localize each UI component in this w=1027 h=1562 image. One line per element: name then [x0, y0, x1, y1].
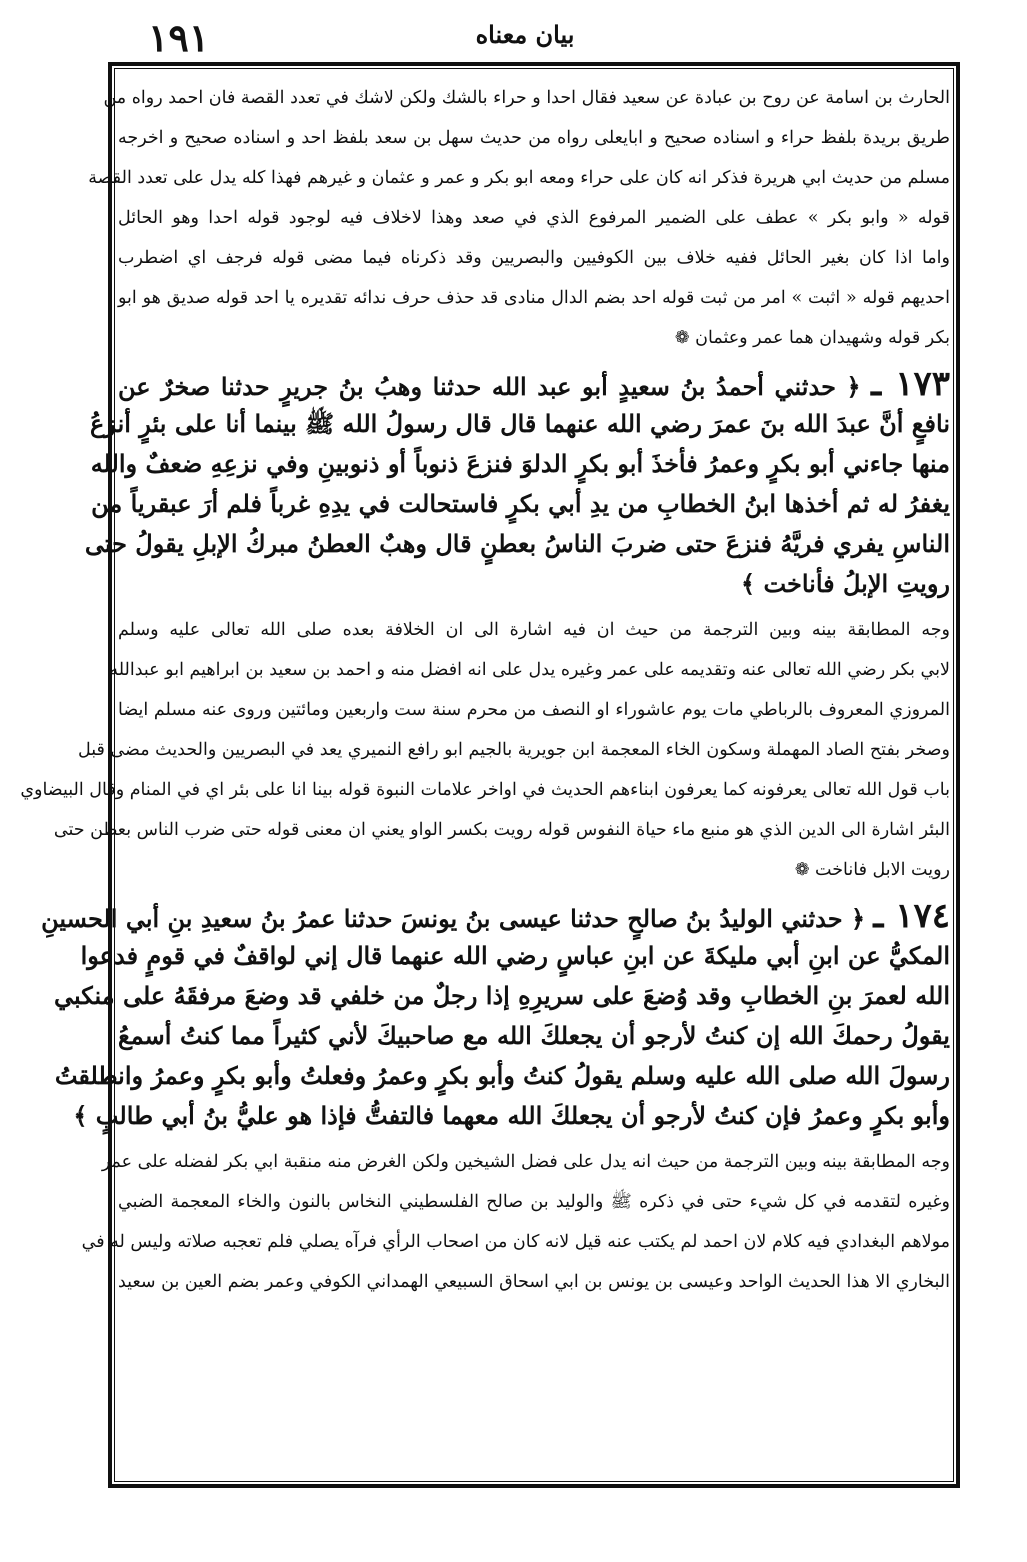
commentary-line: قوله « وابو بكر » عطف على الضمير المرفوع الذي في صعد وهذا لاخلاف فيه لوجود قوله احدا وهو الحائل [118, 208, 950, 228]
commentary-line: مولاهم البغدادي فيه كلام لان احمد لم يكتب عنه قيل لانه كان من اصحاب الرأي فرآه يصلي فلم تعجبه صلاته وليس له في [81, 1232, 950, 1252]
commentary-line: لابي بكر رضي الله تعالى عنه وتقديمه على عمر وغيره يدل على انه افضل منه و احمد بن سعيد بن ابراهيم ابو عبدالله [109, 660, 950, 680]
commentary-line: البخاري الا هذا الحديث الواحد وعيسى بن يونس بن ابي اسحاق السبيعي الهمداني الكوفي وعمر بضم العين بن سعيد [118, 1272, 950, 1292]
commentary-line: بكر قوله وشهيدان هما عمر وعثمان ❁ [674, 328, 950, 348]
hadith-line: يقولُ رحمكَ الله إن كنتُ لأرجو أن يجعلكَ الله مع صاحبيكَ لأني كثيراً مما كنتُ أسمعُ [118, 1021, 950, 1050]
commentary-line: واما اذا كان بغير الحائل ففيه خلاف بين الكوفيين والبصريين وقد ذكرناه فيما مضى قوله فرجف اي اضطرب [118, 248, 950, 268]
page-number: ١٩١ [148, 15, 210, 60]
hadith-number: ١٧٣ ـ [871, 364, 950, 404]
hadith-line: ١٧٤ ـ ﴿ حدثني الوليدُ بنُ صالحٍ حدثنا عيسى بنُ يونسَ حدثنا عمرُ بنُ سعيدِ بنِ أبي الحسينِ [41, 896, 950, 936]
commentary-line: مسلم من حديث ابي هريرة فذكر انه كان على حراء ومعه ابو بكر و عمر و عثمان و غيرهم فهذا كله يدل على تعدد القصة [88, 168, 950, 188]
commentary-line: وجه المطابقة بينه وبين الترجمة من حيث ان فيه اشارة الى ان الخلافة بعده صلى الله تعالى عليه وسلم [118, 620, 950, 640]
commentary-line: وغيره لتقدمه في كل شيء حتى في ذكره ﷺ والوليد بن صالح الفلسطيني النخاس بالنون والخاء المعجمة الضبي [118, 1192, 950, 1212]
commentary-line: رويت الابل فاناخت ❁ [794, 860, 950, 880]
page-body [20, 78, 950, 1302]
running-title: بيان معناه [475, 20, 575, 49]
hadith-line: الناسِ يفري فريَّهُ فنزعَ حتى ضربَ الناسُ بعطنٍ قال وهبٌ العطنُ مبركُ الإبلِ يقولُ حتى [84, 529, 950, 558]
hadith-line: وأبو بكرٍ وعمرُ فإن كنتُ لأرجو أن يجعلكَ الله معهما فالتفتُّ فإذا هو عليُّ بنُ أبي طالبٍ ﴾ [73, 1101, 950, 1130]
commentary-line: الحارث بن اسامة عن روح بن عبادة عن سعيد فقال احدا و حراء بالشك ولكن لاشك في تعدد القصة فان احمد رواه من [103, 88, 950, 108]
commentary-block-3 [81, 1142, 950, 1302]
hadith-line: يغفرُ له ثم أخذها ابنُ الخطابِ من يدِ أبي بكرٍ فاستحالت في يدِهِ غرباً فلم أرَ عبقرياً من [91, 489, 950, 518]
page-header [0, 0, 1027, 60]
commentary-block-1 [88, 78, 950, 358]
hadith-line: منها جاءني أبو بكرٍ وعمرُ فأخذَ أبو بكرٍ الدلوَ فنزعَ ذنوباً أو ذنوبينِ وفي نزعِهِ ضعفٌ والله [90, 449, 950, 478]
commentary-line: المروزي المعروف بالرباطي مات يوم عاشوراء او النصف من محرم سنة ست واربعين ومائتين وروى عنه مسلم ايضا [118, 700, 950, 720]
hadith-line: رويتِ الإبلُ فأناخت ﴾ [741, 569, 950, 598]
hadith-number: ١٧٤ ـ [873, 896, 950, 936]
hadith-line: رسولَ الله صلى الله عليه وسلم يقولُ كنتُ وأبو بكرٍ وعمرُ وفعلتُ وأبو بكرٍ وعمرُ وانطلقتُ [54, 1061, 950, 1090]
hadith-line: المكيُّ عن ابنِ أبي مليكةَ عن ابنِ عباسٍ رضي الله عنهما قال إني لواقفٌ في قومٍ فدعوا [80, 941, 950, 970]
hadith-173 [84, 364, 950, 604]
commentary-block-2 [20, 610, 950, 890]
commentary-line: احديهم قوله « اثبت » امر من ثبت قوله احد بضم الدال منادى قد حذف حرف ندائه تقديره يا احد قوله صديق هو ابو [118, 288, 950, 308]
commentary-line: وصخر بفتح الصاد المهملة وسكون الخاء المعجمة ابن جويرية بالجيم ابو رافع النميري يعد في البصريين والحديث مضى قبل [77, 740, 950, 760]
hadith-174 [41, 896, 950, 1136]
commentary-line: طريق بريدة بلفظ حراء و اسناده صحيح و ابايعلى رواه من حديث سهل بن سعد بلفظ احد و اسناده صحيح و اخرجه [118, 128, 950, 148]
hadith-line: نافعٍ أنَّ عبدَ الله بنَ عمرَ رضي الله عنهما قال قال رسولُ الله ﷺ بينما أنا على بئرٍ أنزعُ [90, 409, 950, 438]
commentary-line: البئر اشارة الى الدين الذي هو منبع ماء حياة النفوس قوله رويت بكسر الواو يعني ان معنى قوله حتى ضرب الناس بعطن حتى [53, 820, 950, 840]
hadith-line: ١٧٣ ـ ﴿ حدثني أحمدُ بنُ سعيدٍ أبو عبد الله حدثنا وهبُ بنُ جريرٍ حدثنا صخرٌ عن [118, 364, 950, 404]
hadith-line: الله لعمرَ بنِ الخطابِ وقد وُضعَ على سريرِهِ إذا رجلٌ من خلفي قد وضعَ مرفقَهُ على منكبي [54, 981, 950, 1010]
commentary-line: وجه المطابقة بينه وبين الترجمة من حيث انه يدل على فضل الشيخين ولكن الغرض منه منقبة ابي بكر لفضله على عمر [101, 1152, 950, 1172]
commentary-line: باب قول الله تعالى يعرفونه كما يعرفون ابناءهم الحديث في اواخر علامات النبوة قوله بينا انا على بئر اي في المنام وقال البيضاوي [20, 780, 950, 800]
